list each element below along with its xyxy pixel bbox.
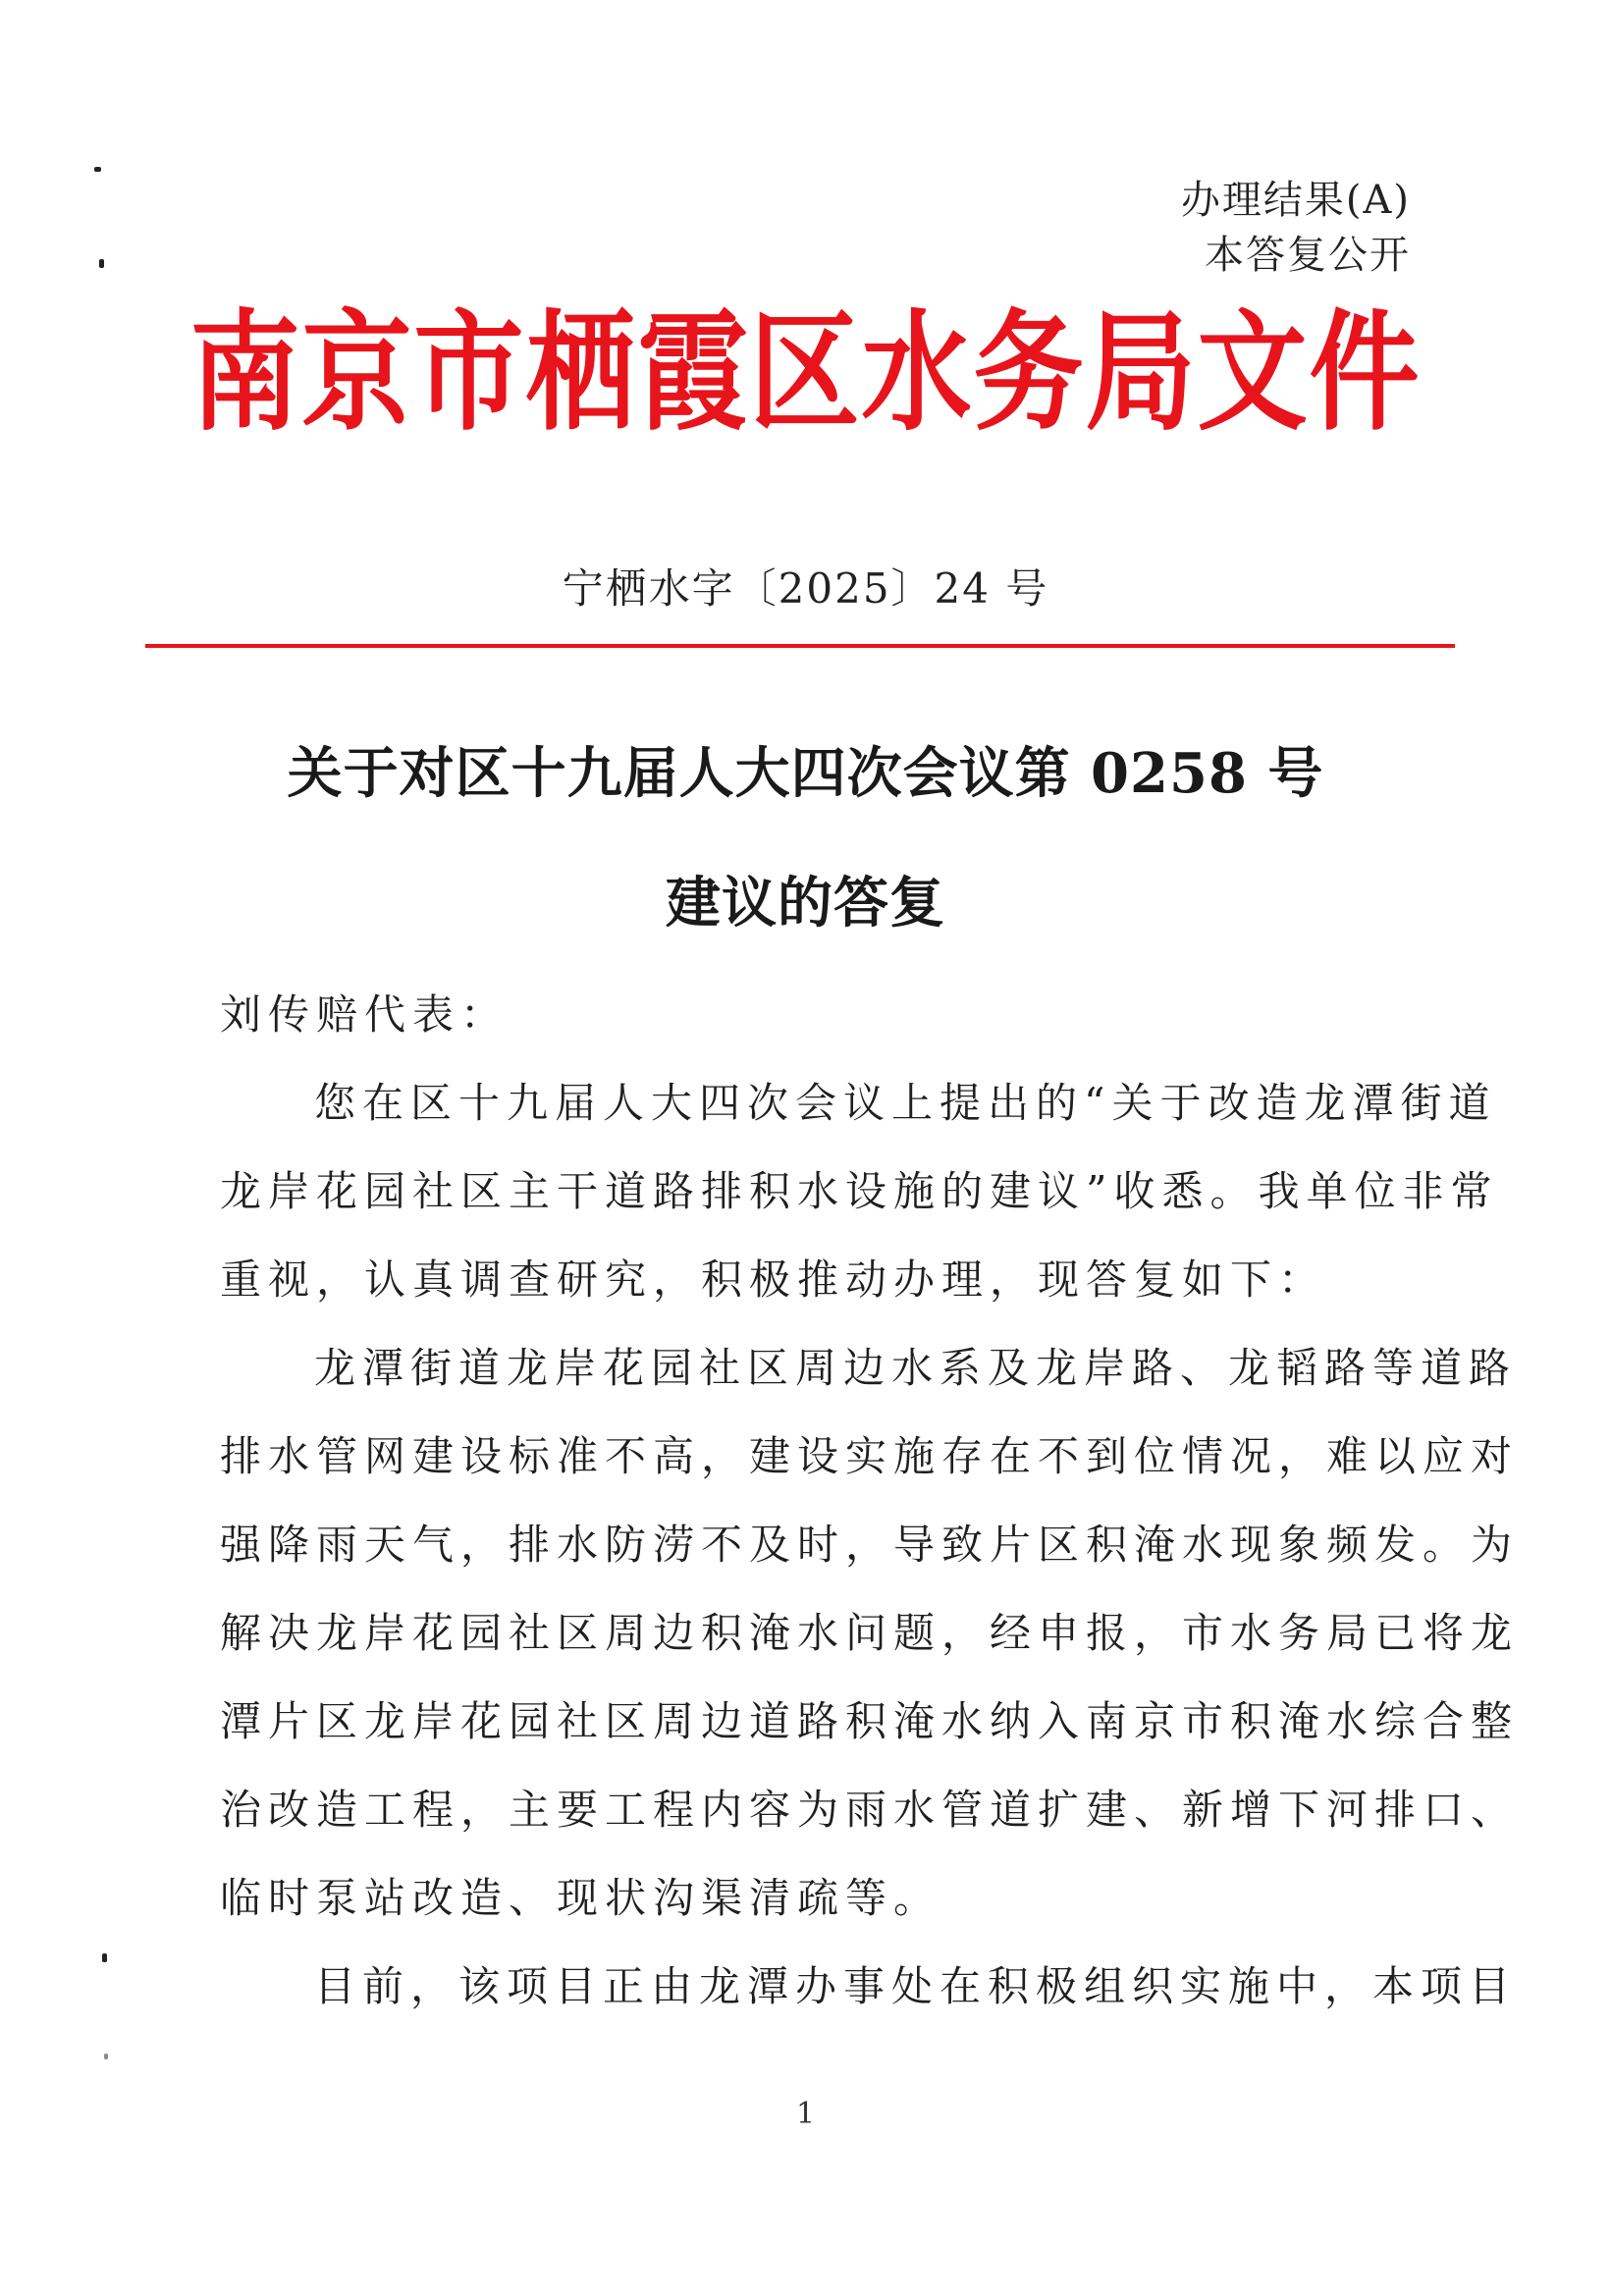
scan-speck xyxy=(94,167,101,172)
body-line: 龙岸花园社区主干道路排积水设施的建议”收悉。我单位非常 xyxy=(220,1167,1499,1215)
body-line: 临时泵站改造、现状沟渠清疏等。 xyxy=(220,1874,942,1922)
handling-result-label: 办理结果(A) xyxy=(1180,178,1411,223)
page-number: 1 xyxy=(795,2097,816,2131)
red-divider-rule xyxy=(145,644,1455,648)
disclosure-label: 本答复公开 xyxy=(1205,233,1411,278)
document-title-line-1: 关于对区十九届人大四次会议第 0258 号 xyxy=(287,741,1324,806)
body-line: 您在区十九届人大四次会议上提出的“关于改造龙潭街道 xyxy=(314,1079,1497,1127)
body-line: 重视，认真调查研究，积极推动办理，现答复如下： xyxy=(220,1255,1327,1304)
scan-speck xyxy=(99,259,104,268)
scan-speck xyxy=(102,1953,107,1962)
body-line: 目前，该项目正由龙潭办事处在积极组织实施中，本项目 xyxy=(314,1962,1518,2010)
document-number: 宁栖水字〔2025〕24 号 xyxy=(562,564,1049,613)
body-line: 龙潭街道龙岸花园社区周边水系及龙岸路、龙韬路等道路 xyxy=(314,1344,1518,1392)
body-line: 排水管网建设标准不高，建设实施存在不到位情况，难以应对 xyxy=(220,1432,1520,1480)
scan-speck xyxy=(104,2054,108,2059)
body-line: 治改造工程，主要工程内容为雨水管道扩建、新增下河排口、 xyxy=(220,1786,1520,1834)
salutation: 刘传赔代表： xyxy=(220,990,510,1039)
body-line: 强降雨天气，排水防涝不及时，导致片区积淹水现象频发。为 xyxy=(220,1521,1520,1569)
masthead-title: 南京市栖霞区水务局文件 xyxy=(189,296,1422,450)
body-line: 潭片区龙岸花园社区周边道路积淹水纳入南京市积淹水综合整 xyxy=(220,1697,1520,1745)
document-title-line-2: 建议的答复 xyxy=(666,871,945,935)
body-line: 解决龙岸花园社区周边积淹水问题，经申报，市水务局已将龙 xyxy=(220,1609,1520,1657)
body-text xyxy=(220,1074,1520,2046)
